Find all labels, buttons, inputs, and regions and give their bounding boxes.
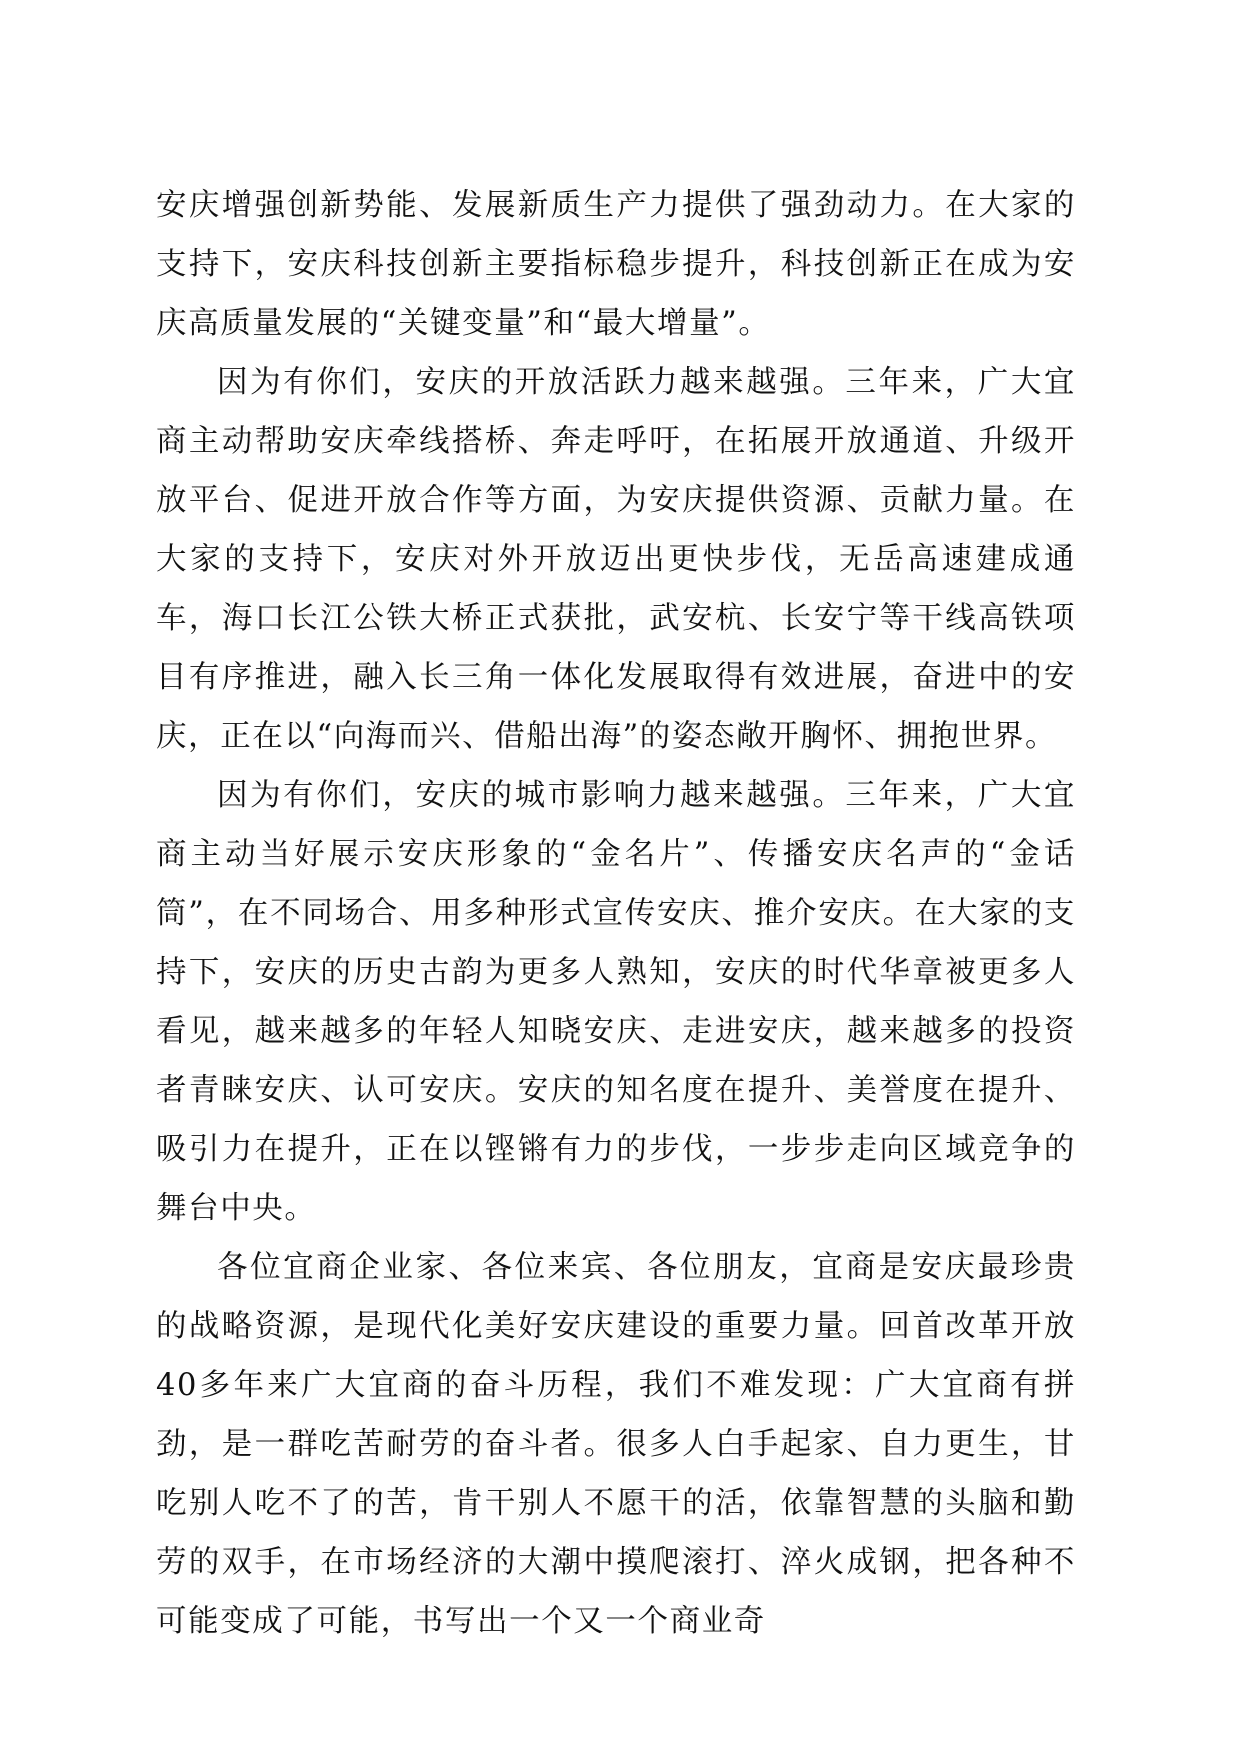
paragraph-open-vitality: 因为有你们，安庆的开放活跃力越来越强。三年来，广大宜商主动帮助安庆牵线搭桥、奔走呼吁，在拓展开放通道、升级开放平台、促进开放合作等方面，为安庆提供资源、贡献力量。在大家的支持下，安庆对外开放迈出更快步伐，无岳高速建成通车，海口长江公铁大桥正式获批，武安杭、长安宁等干线高铁项目有序推进，融入长三角一体化发展取得有效进展，奋进中的安庆，正在以“向海而兴、借船出海”的姿态敞开胸怀、拥抱世界。: [156, 365, 1076, 754]
paragraph-entrepreneurs: 各位宜商企业家、各位来宾、各位朋友，宜商是安庆最珍贵的战略资源，是现代化美好安庆建设的重要力量。回首改革开放40多年来广大宜商的奋斗历程，我们不难发现：广大宜商有拼劲，是一群吃苦耐劳的奋斗者。很多人白手起家、自力更生，甘吃别人吃不了的苦，肯干别人不愿干的活，依靠智慧的头脑和勤劳的双手，在市场经济的大潮中摸爬滚打、淬火成钢，把各种不可能变成了可能，书写出一个又一个商业奇: [156, 1250, 1076, 1639]
paragraph-continuation: 安庆增强创新势能、发展新质生产力提供了强劲动力。在大家的支持下，安庆科技创新主要指标稳步提升，科技创新正在成为安庆高质量发展的“关键变量”和“最大增量”。: [156, 188, 1076, 341]
document-body: [156, 176, 1076, 1651]
paragraph-city-influence: 因为有你们，安庆的城市影响力越来越强。三年来，广大宜商主动当好展示安庆形象的“金名片”、传播安庆名声的“金话筒”，在不同场合、用多种形式宣传安庆、推介安庆。在大家的支持下，安庆的历史古韵为更多人熟知，安庆的时代华章被更多人看见，越来越多的年轻人知晓安庆、走进安庆，越来越多的投资者青睐安庆、认可安庆。安庆的知名度在提升、美誉度在提升、吸引力在提升，正在以铿锵有力的步伐，一步步走向区域竞争的舞台中央。: [156, 778, 1076, 1226]
